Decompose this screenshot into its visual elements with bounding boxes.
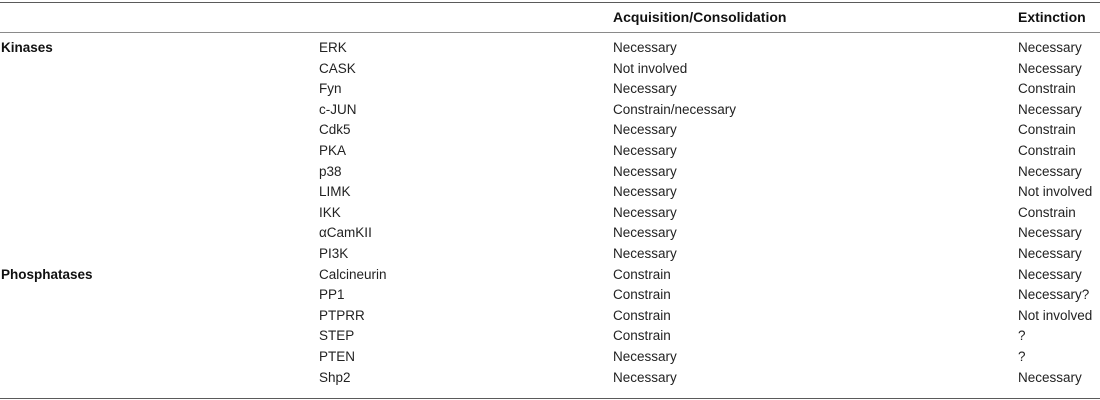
- acquisition-cell: Constrain: [613, 328, 671, 344]
- enzyme-cell: PTPRR: [319, 307, 365, 323]
- acquisition-cell: Necessary: [613, 204, 677, 220]
- extinction-cell: ?: [1018, 348, 1026, 364]
- enzyme-cell: Calcineurin: [319, 266, 387, 282]
- enzyme-cell: PTEN: [319, 348, 356, 364]
- table-row: [0, 306, 1100, 327]
- extinction-cell: Necessary: [1018, 369, 1082, 385]
- acquisition-cell: Constrain: [613, 266, 671, 282]
- extinction-cell: Necessary: [1018, 266, 1082, 282]
- table-row: [0, 100, 1100, 121]
- enzyme-cell: αCamKII: [319, 225, 372, 241]
- enzyme-cell: ERK: [319, 40, 347, 55]
- acquisition-cell: Constrain/necessary: [613, 101, 737, 117]
- extinction-cell: Necessary: [1018, 245, 1082, 261]
- acquisition-cell: Necessary: [613, 163, 677, 179]
- table-row: [0, 141, 1100, 162]
- enzyme-cell: Shp2: [319, 369, 351, 385]
- table-top-rule: [0, 2, 1100, 3]
- extinction-cell: Necessary: [1018, 163, 1082, 179]
- enzyme-cell: PKA: [319, 142, 347, 158]
- table-header-rule: [0, 32, 1100, 33]
- acquisition-cell: Constrain: [613, 287, 671, 303]
- acquisition-cell: Necessary: [613, 142, 677, 158]
- acquisition-cell: Constrain: [613, 307, 671, 323]
- extinction-cell: Necessary: [1018, 60, 1082, 76]
- group-label: Kinases: [1, 40, 53, 55]
- extinction-cell: Constrain: [1018, 81, 1076, 97]
- enzyme-cell: c-JUN: [319, 101, 357, 117]
- enzyme-cell: Cdk5: [319, 122, 351, 138]
- extinction-cell: Not involved: [1018, 307, 1093, 323]
- acquisition-cell: Necessary: [613, 348, 677, 364]
- enzyme-cell: CASK: [319, 60, 356, 76]
- acquisition-cell: Not involved: [613, 60, 688, 76]
- extinction-cell: Constrain: [1018, 142, 1076, 158]
- enzyme-cell: STEP: [319, 328, 355, 344]
- table-body: [0, 38, 1100, 388]
- acquisition-cell: Necessary: [613, 40, 677, 55]
- table-row: [0, 285, 1100, 306]
- table-row: [0, 347, 1100, 368]
- table-bottom-rule: [0, 398, 1100, 399]
- table-row: [0, 162, 1100, 183]
- table-row: [0, 120, 1100, 141]
- extinction-cell: ?: [1018, 328, 1026, 344]
- table-row: [0, 79, 1100, 100]
- enzyme-cell: IKK: [319, 204, 341, 220]
- table-row: [0, 203, 1100, 224]
- enzyme-cell: PP1: [319, 287, 345, 303]
- table-row: [0, 265, 1100, 286]
- acquisition-cell: Necessary: [613, 245, 677, 261]
- table-row: [0, 368, 1100, 389]
- acquisition-cell: Necessary: [613, 122, 677, 138]
- extinction-cell: Necessary?: [1018, 287, 1090, 303]
- extinction-cell: Not involved: [1018, 184, 1093, 200]
- header-acquisition-consolidation: Acquisition/Consolidation: [613, 9, 787, 25]
- extinction-cell: Constrain: [1018, 122, 1076, 138]
- table-row: [0, 59, 1100, 80]
- acquisition-cell: Necessary: [613, 225, 677, 241]
- header-extinction: Extinction: [1018, 9, 1086, 25]
- extinction-cell: Necessary: [1018, 225, 1082, 241]
- group-label: Phosphatases: [1, 266, 93, 282]
- table-row: [0, 326, 1100, 347]
- extinction-cell: Necessary: [1018, 101, 1082, 117]
- table-row: [0, 223, 1100, 244]
- table-row: [0, 38, 1100, 59]
- table-row: [0, 182, 1100, 203]
- extinction-cell: Necessary: [1018, 40, 1082, 55]
- enzyme-cell: Fyn: [319, 81, 342, 97]
- acquisition-cell: Necessary: [613, 184, 677, 200]
- enzyme-cell: LIMK: [319, 184, 351, 200]
- acquisition-cell: Necessary: [613, 369, 677, 385]
- enzyme-cell: p38: [319, 163, 342, 179]
- extinction-cell: Constrain: [1018, 204, 1076, 220]
- table-row: [0, 244, 1100, 265]
- acquisition-cell: Necessary: [613, 81, 677, 97]
- enzyme-cell: PI3K: [319, 245, 349, 261]
